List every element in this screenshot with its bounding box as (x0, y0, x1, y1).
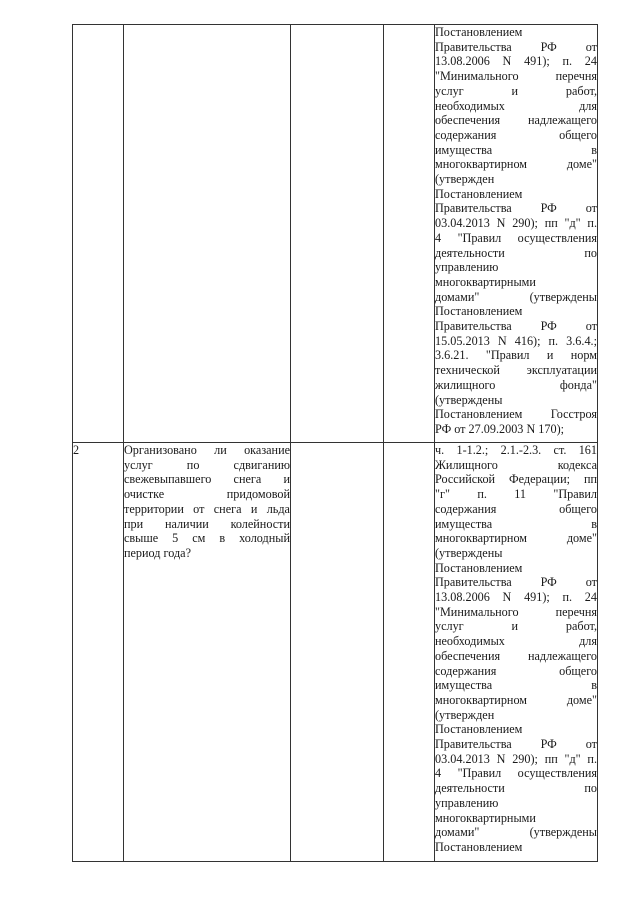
text-line (435, 634, 597, 649)
legal-basis-text (435, 443, 597, 855)
text-line (435, 472, 597, 487)
word: Правительства (435, 319, 512, 334)
word: услуг (124, 457, 153, 472)
text-line (124, 517, 290, 532)
word: для (579, 634, 597, 649)
text-line (435, 201, 597, 216)
word: и (250, 501, 258, 516)
text-line (435, 649, 597, 664)
word: см (192, 531, 206, 546)
word: сдвиганию (233, 457, 290, 472)
word: содержания (435, 127, 497, 142)
word: территории (124, 501, 184, 516)
word: обеспечения (435, 648, 501, 663)
word: Федерации; (509, 472, 570, 487)
word: очистке (124, 487, 165, 502)
word: 290); (512, 216, 538, 231)
text-line (435, 113, 597, 128)
word: необходимых (435, 98, 505, 113)
word: надлежащего (527, 648, 597, 663)
word: Постановлением (435, 407, 523, 422)
text-line (435, 128, 597, 143)
word: 161 (578, 443, 597, 457)
word: "д" (564, 216, 581, 231)
word: п. (587, 216, 597, 231)
word: РФ (540, 39, 557, 54)
word: п. (548, 333, 559, 348)
word: по (584, 245, 597, 260)
word: 13.08.2006 (435, 54, 490, 69)
word: "Минимального (435, 69, 519, 84)
word: доме" (566, 531, 597, 546)
word: N (497, 333, 507, 348)
question-cell (124, 443, 291, 862)
row-number-cell (73, 25, 124, 443)
word: "Правил (457, 230, 502, 245)
text-line (435, 693, 597, 708)
word: от (193, 501, 205, 516)
text-line (435, 319, 597, 334)
word: от (585, 39, 597, 54)
text-line: управлению (435, 260, 499, 275)
word: "Минимального (435, 604, 519, 619)
word: обеспечения (435, 113, 501, 128)
word: по (584, 781, 597, 796)
word: снега (213, 501, 242, 516)
word: 2.1.-2.3. (500, 443, 542, 457)
text-line (435, 458, 597, 473)
word: общего (559, 127, 597, 142)
row-number: 2 (73, 443, 80, 457)
empty-cell (291, 25, 384, 443)
text-line (435, 54, 597, 69)
word: Госстроя (550, 407, 597, 422)
text-line (435, 290, 597, 305)
word: и (283, 472, 290, 487)
word: (утверждены (529, 289, 597, 304)
table-row (73, 25, 598, 443)
text-line (435, 502, 597, 517)
text-line: (утвержден (435, 172, 495, 187)
text-line (435, 781, 597, 796)
question-text (124, 443, 290, 561)
word: работ, (565, 619, 597, 634)
word: в (591, 678, 597, 693)
text-line (435, 766, 597, 781)
word: N (496, 216, 506, 231)
word: общего (559, 663, 597, 678)
text-line: многоквартирными (435, 274, 536, 289)
word: придомовой (226, 487, 290, 502)
word: пп (544, 216, 558, 231)
word: для (579, 98, 597, 113)
word: 03.04.2013 (435, 216, 490, 231)
word: услуг (435, 83, 464, 98)
text-line: (утвержден (435, 707, 495, 722)
word: холодный (239, 531, 290, 546)
text-line (435, 407, 597, 422)
text-line: РФ от 27.09.2003 N 170); (435, 421, 565, 436)
text-line: (утверждены (435, 545, 503, 560)
word: п. (477, 487, 487, 502)
word: 491); (524, 54, 550, 69)
legal-basis-cell (435, 443, 598, 862)
empty-cell (384, 25, 435, 443)
word: 03.04.2013 (435, 751, 490, 766)
word: 24 (584, 590, 597, 605)
text-line: Постановлением (435, 304, 523, 319)
word: при (124, 516, 144, 531)
word: услуг (435, 619, 464, 634)
text-line (435, 246, 597, 261)
word: 290); (512, 751, 538, 766)
word: N (496, 751, 506, 766)
word: N (502, 590, 512, 605)
word: 13.08.2006 (435, 590, 490, 605)
word: многоквартирном (435, 692, 528, 707)
word: Правительства (435, 201, 512, 216)
text-line (435, 531, 597, 546)
text-line (435, 363, 597, 378)
text-line: Постановлением (435, 186, 523, 201)
text-line (435, 40, 597, 55)
word: "г" (435, 487, 450, 502)
word: 3.6.21. (435, 348, 469, 363)
text-line (435, 678, 597, 693)
text-line: управлению (435, 795, 499, 810)
text-line (435, 517, 597, 532)
word: Жилищного (435, 457, 498, 472)
word: содержания (435, 663, 497, 678)
word: 15.05.2013 (435, 333, 490, 348)
word: Правительства (435, 737, 512, 752)
word: общего (559, 501, 597, 516)
text-line (435, 575, 597, 590)
word: норм (570, 348, 597, 363)
word: пп (544, 751, 558, 766)
text-line (435, 143, 597, 158)
word: Российской (435, 472, 496, 487)
word: свежевыпавшего (124, 472, 212, 487)
word: ч. (435, 443, 445, 457)
word: и (511, 83, 519, 98)
word: эксплуатации (526, 363, 597, 378)
row-number-cell (73, 443, 124, 862)
text-line: Постановлением (435, 25, 523, 39)
word: ст. (553, 443, 567, 457)
word: имущества (435, 142, 493, 157)
word: 416); (514, 333, 541, 348)
word: N (502, 54, 512, 69)
legal-basis-text (435, 25, 597, 437)
legal-basis-cell (435, 25, 598, 443)
text-line (435, 69, 597, 84)
word: перечня (555, 69, 597, 84)
word: РФ (540, 319, 557, 334)
word: от (585, 201, 597, 216)
text-line (435, 216, 597, 231)
word: домами" (435, 825, 480, 840)
word: свыше (124, 531, 159, 546)
word: осуществления (517, 766, 597, 781)
text-line (435, 664, 597, 679)
word: доме" (566, 157, 597, 172)
word: содержания (435, 501, 497, 516)
word: имущества (435, 516, 493, 531)
word: осуществления (517, 230, 597, 245)
word: домами" (435, 289, 480, 304)
text-line (124, 472, 290, 487)
text-line (435, 443, 597, 458)
word: работ, (565, 83, 597, 98)
text-line (124, 443, 290, 458)
text-line: Постановлением (435, 560, 523, 575)
word: в (591, 142, 597, 157)
text-line (435, 619, 597, 634)
word: Правительства (435, 39, 512, 54)
word: от (585, 737, 597, 752)
text-line (435, 84, 597, 99)
word: "Правил (485, 348, 530, 363)
word: "Правил (553, 487, 597, 502)
word: и (511, 619, 519, 634)
text-line: многоквартирными (435, 810, 536, 825)
word: колейности (230, 516, 290, 531)
word: Правительства (435, 575, 512, 590)
requirements-table (72, 24, 598, 862)
word: ли (214, 443, 227, 457)
word: в (591, 516, 597, 531)
text-line: (утверждены (435, 392, 503, 407)
text-line (435, 752, 597, 767)
text-line (435, 590, 597, 605)
word: льда (266, 501, 290, 516)
word: 11 (514, 487, 526, 502)
question-cell (124, 25, 291, 443)
word: деятельности (435, 245, 505, 260)
word: пп (583, 472, 597, 487)
word: 24 (584, 54, 597, 69)
text-line (124, 531, 290, 546)
empty-cell (384, 443, 435, 862)
word: 4 (435, 230, 442, 245)
word: доме" (566, 692, 597, 707)
word: снега (233, 472, 262, 487)
text-line (124, 458, 290, 473)
text-line: Постановлением (435, 722, 523, 737)
text-line (124, 502, 290, 517)
word: 4 (435, 766, 442, 781)
word: деятельности (435, 781, 505, 796)
word: 3.6.4.; (566, 333, 597, 348)
word: жилищного (435, 377, 496, 392)
text-line: период года? (124, 545, 191, 560)
word: п. (587, 751, 597, 766)
word: технической (435, 363, 500, 378)
word: кодекса (557, 457, 597, 472)
word: 1-1.2.; (456, 443, 489, 457)
word: в (219, 531, 226, 546)
word: п. (562, 54, 573, 69)
word: фонда" (559, 377, 597, 392)
table-row (73, 443, 598, 862)
text-line (435, 334, 597, 349)
word: необходимых (435, 634, 505, 649)
text-line (435, 737, 597, 752)
word: п. (562, 590, 573, 605)
text-line (435, 348, 597, 363)
text-line (435, 99, 597, 114)
word: и (546, 348, 554, 363)
word: от (585, 575, 597, 590)
word: перечня (555, 604, 597, 619)
text-line (435, 825, 597, 840)
text-line (435, 487, 597, 502)
word: оказание (244, 443, 290, 457)
word: РФ (540, 737, 557, 752)
text-line (435, 157, 597, 172)
word: от (585, 319, 597, 334)
word: "д" (564, 751, 581, 766)
text-line (124, 487, 290, 502)
text-line (435, 605, 597, 620)
empty-cell (291, 443, 384, 862)
word: (утверждены (529, 825, 597, 840)
word: наличии (164, 516, 209, 531)
word: "Правил (457, 766, 502, 781)
text-line: Постановлением (435, 839, 523, 854)
word: РФ (540, 201, 557, 216)
word: надлежащего (527, 113, 597, 128)
word: Организовано (124, 443, 197, 457)
word: многоквартирном (435, 157, 528, 172)
word: по (186, 457, 200, 472)
word: 491); (524, 590, 550, 605)
word: многоквартирном (435, 531, 528, 546)
word: имущества (435, 678, 493, 693)
word: РФ (540, 575, 557, 590)
text-line (435, 378, 597, 393)
word: 5 (172, 531, 179, 546)
text-line (435, 231, 597, 246)
